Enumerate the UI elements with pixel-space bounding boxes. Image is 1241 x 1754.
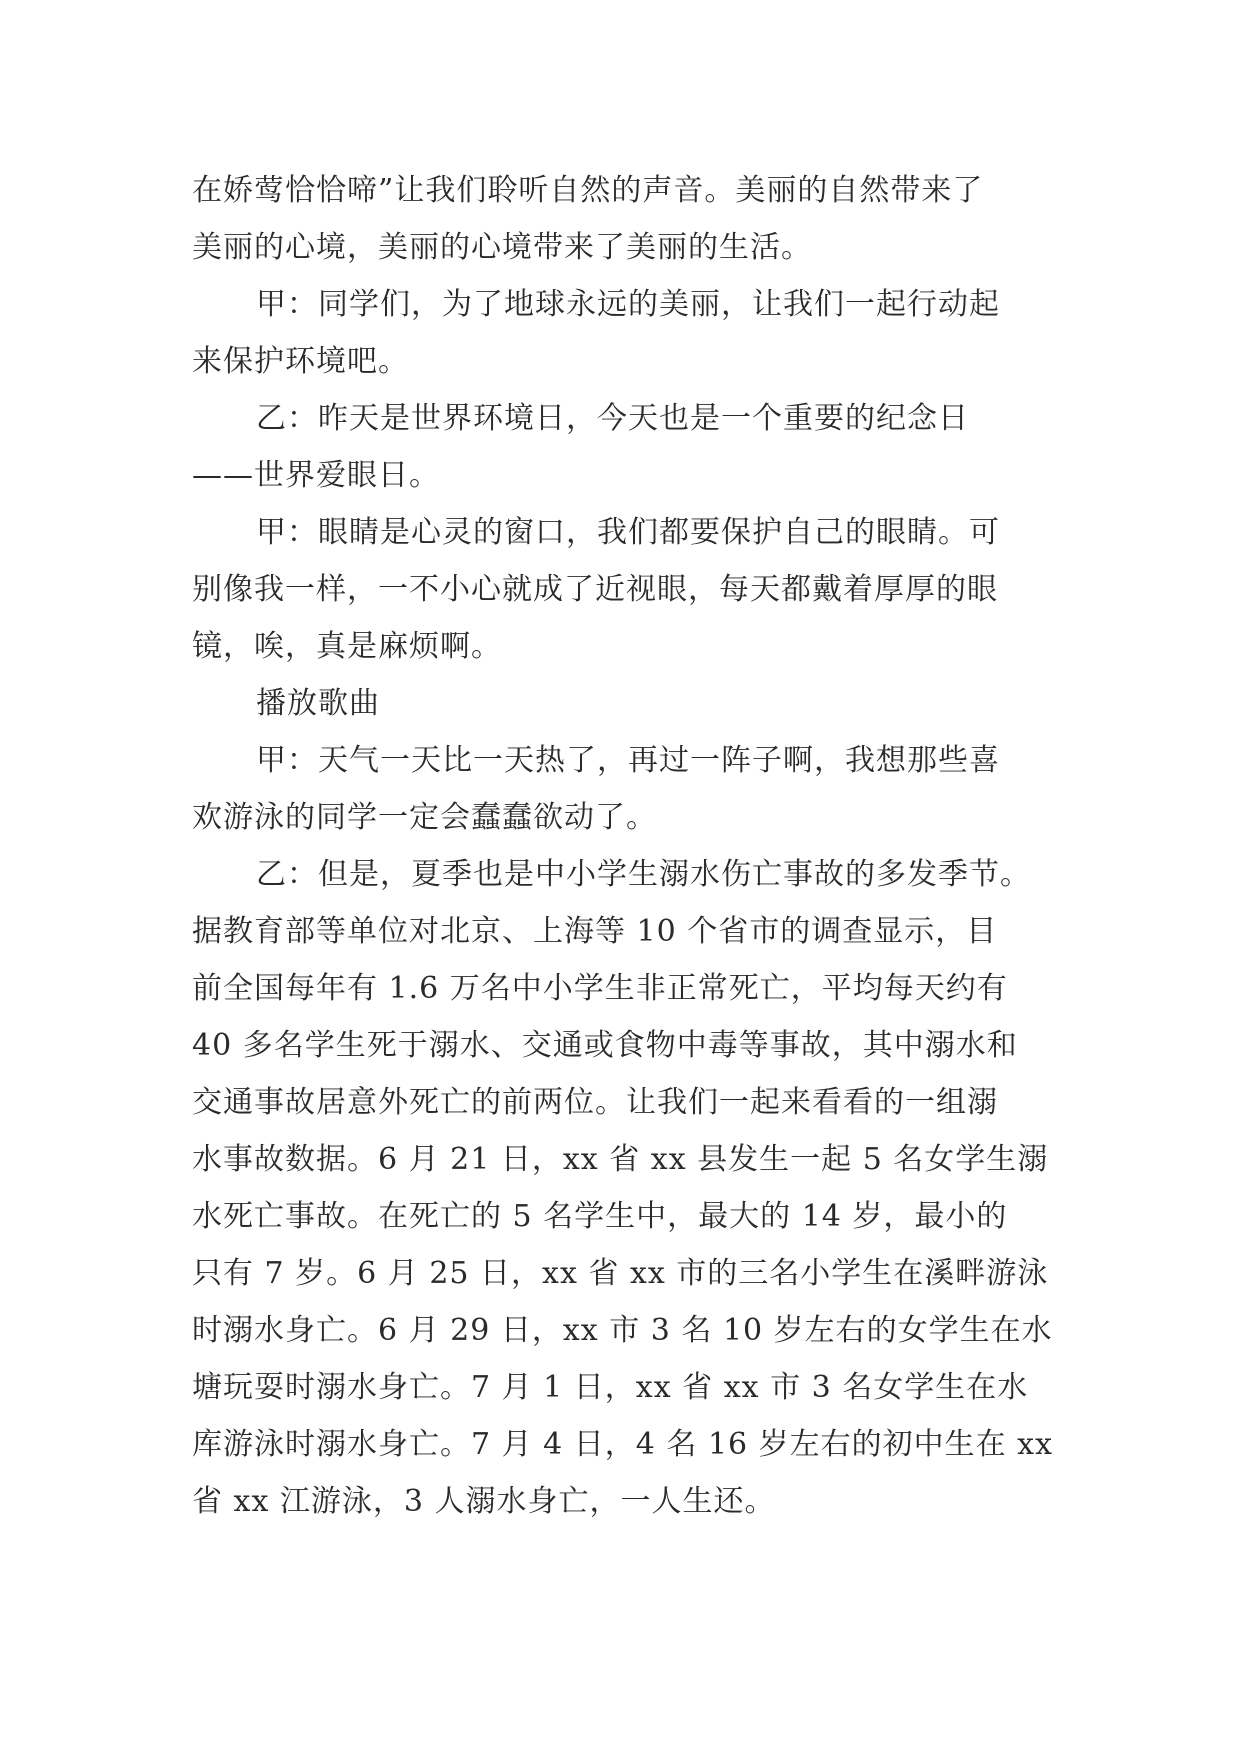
text-line: 塘玩耍时溺水身亡。7 月 1 日，xx 省 xx 市 3 名女学生在水 <box>192 1370 1029 1405</box>
text-line: 水死亡事故。在死亡的 5 名学生中，最大的 14 岁，最小的 <box>192 1199 1008 1234</box>
text-line: 乙：昨天是世界环境日，今天也是一个重要的纪念日 <box>256 401 969 436</box>
text-line: 据教育部等单位对北京、上海等 10 个省市的调查显示，目 <box>192 914 998 949</box>
document-body <box>192 162 1062 1530</box>
text-line: 美丽的心境，美丽的心境带来了美丽的生活。 <box>192 230 812 265</box>
text-line: 播放歌曲 <box>256 686 380 721</box>
text-line: 甲：眼睛是心灵的窗口，我们都要保护自己的眼睛。可 <box>256 515 1000 550</box>
text-line: 甲：天气一天比一天热了，再过一阵子啊，我想那些喜 <box>256 743 1000 778</box>
text-line: 甲：同学们，为了地球永远的美丽，让我们一起行动起 <box>256 287 1000 322</box>
text-line: 镜，唉，真是麻烦啊。 <box>192 629 502 664</box>
paragraph-4 <box>192 504 1062 675</box>
text-line: 来保护环境吧。 <box>192 344 409 379</box>
paragraph-7 <box>192 846 1062 1530</box>
text-line: 40 多名学生死于溺水、交通或食物中毒等事故，其中溺水和 <box>192 1028 1018 1063</box>
text-line: 在娇莺恰恰啼”让我们聆听自然的声音。美丽的自然带来了 <box>192 173 984 208</box>
text-line: 水事故数据。6 月 21 日，xx 省 xx 县发生一起 5 名女学生溺 <box>192 1142 1049 1177</box>
text-line: 别像我一样，一不小心就成了近视眼，每天都戴着厚厚的眼 <box>192 572 998 607</box>
text-line: 前全国每年有 1.6 万名中小学生非正常死亡，平均每天约有 <box>192 971 1008 1006</box>
text-line: 交通事故居意外死亡的前两位。让我们一起来看看的一组溺 <box>192 1085 998 1120</box>
paragraph-5 <box>192 675 1062 732</box>
text-line: 库游泳时溺水身亡。7 月 4 日，4 名 16 岁左右的初中生在 xx <box>192 1427 1054 1462</box>
paragraph-3 <box>192 390 1062 504</box>
text-line: ——世界爱眼日。 <box>192 458 440 493</box>
text-line: 欢游泳的同学一定会蠢蠢欲动了。 <box>192 800 657 835</box>
text-line: 乙：但是，夏季也是中小学生溺水伤亡事故的多发季节。 <box>256 857 1031 892</box>
text-line: 时溺水身亡。6 月 29 日，xx 市 3 名 10 岁左右的女学生在水 <box>192 1313 1053 1348</box>
paragraph-1 <box>192 162 1062 276</box>
paragraph-6 <box>192 732 1062 846</box>
text-line: 只有 7 岁。6 月 25 日，xx 省 xx 市的三名小学生在溪畔游泳 <box>192 1256 1049 1291</box>
text-line: 省 xx 江游泳，3 人溺水身亡，一人生还。 <box>192 1484 776 1519</box>
paragraph-2 <box>192 276 1062 390</box>
